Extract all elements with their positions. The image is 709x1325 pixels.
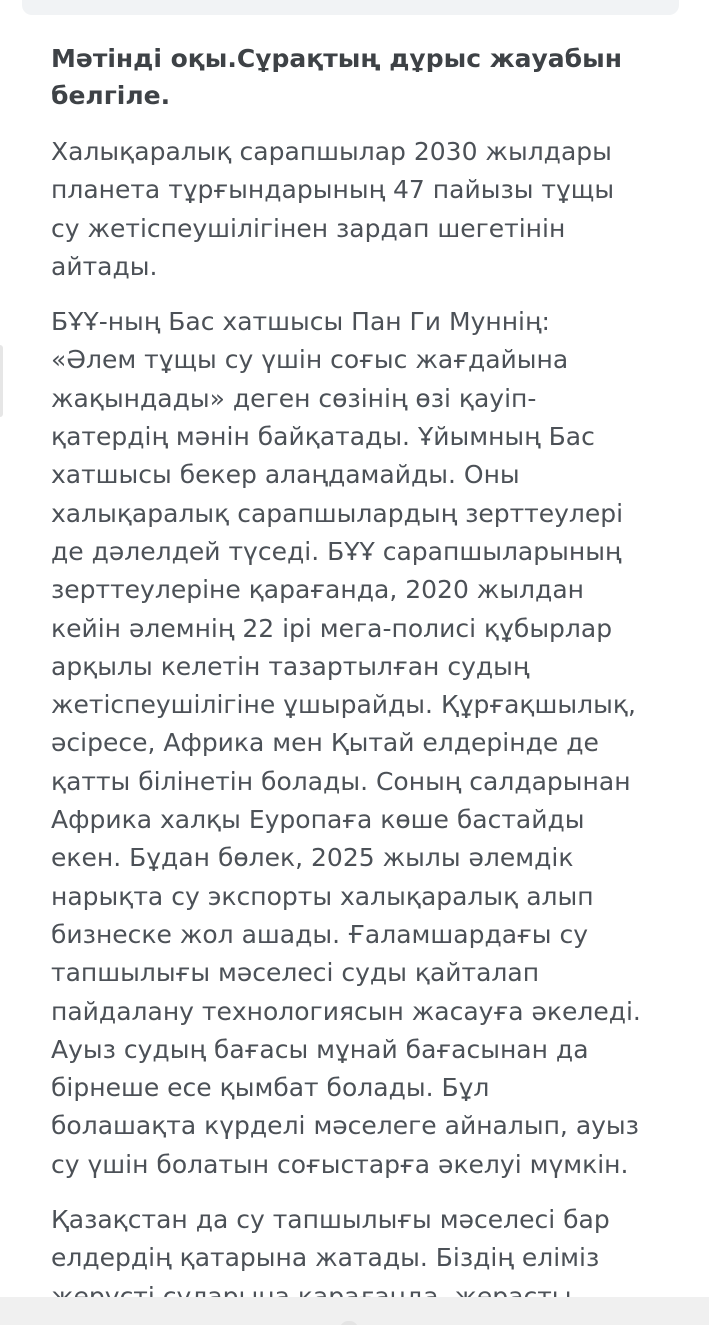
side-handle [0, 345, 3, 417]
text-paragraph-3: Қазақстан да су тапшылығы мәселесі бар елдердің қатарына жатады. Біздің еліміз [51, 1205, 610, 1273]
text-paragraph-2: БҰҰ-ның Бас хатшысы Пан Ги Муннің: «Әлем тұщы су үшін соғыс жағдайына жақындады» деген сөзінің өзі қауіп- қатердің мәнін байқатады. Ұйымның Бас хатшысы бекер алаңдамайды. Оны халықаралық сарапшылардың зерттеулері де дәлелдей түседі. БҰҰ сарапшыларының зерттеулеріне қарағанда, 2020 жылдан кейін әлемнің 22 ірі мега-полисі құбырлар арқылы келетін тазартылған судың жетіспеушілігіне ұшырайды. Құрғақшылық, әсіресе, Африка мен Қытай елдерінде де қатты білінетін болады. Соның салдарынан Африка халқы Еуропаға көше бастайды екен. Бұдан бөлек, 2025 жылы әлемдік нарықта су экспорты халықаралық алып бизнеске жол ашады. Ғаламшардағы су тапшылығы мәселесі суды қайталап пайдалану технологиясын жасауға әкеледі. Ауыз судың бағасы мұнай бағасынан да бірнеше есе қымбат болады. Бұл болашақта күрделі мәселеге айналып, ауыз су үшін болатын соғыстарға әкелуі мүмкін. [51, 307, 641, 1179]
question-instruction: Мәтінді оқы.Сұрақтың дұрыс жауабын белгіле. [51, 44, 623, 110]
text-paragraph-1: Халықаралық сарапшылар 2030 жылдары планета тұрғындарының 47 пайызы тұщы су жетіспеушілігінен зардап шегетінін айтады. [51, 137, 615, 281]
question-content [51, 40, 651, 1325]
previous-card [22, 0, 679, 15]
bottom-bar [0, 1297, 709, 1325]
scroll-handle[interactable] [340, 1321, 358, 1325]
